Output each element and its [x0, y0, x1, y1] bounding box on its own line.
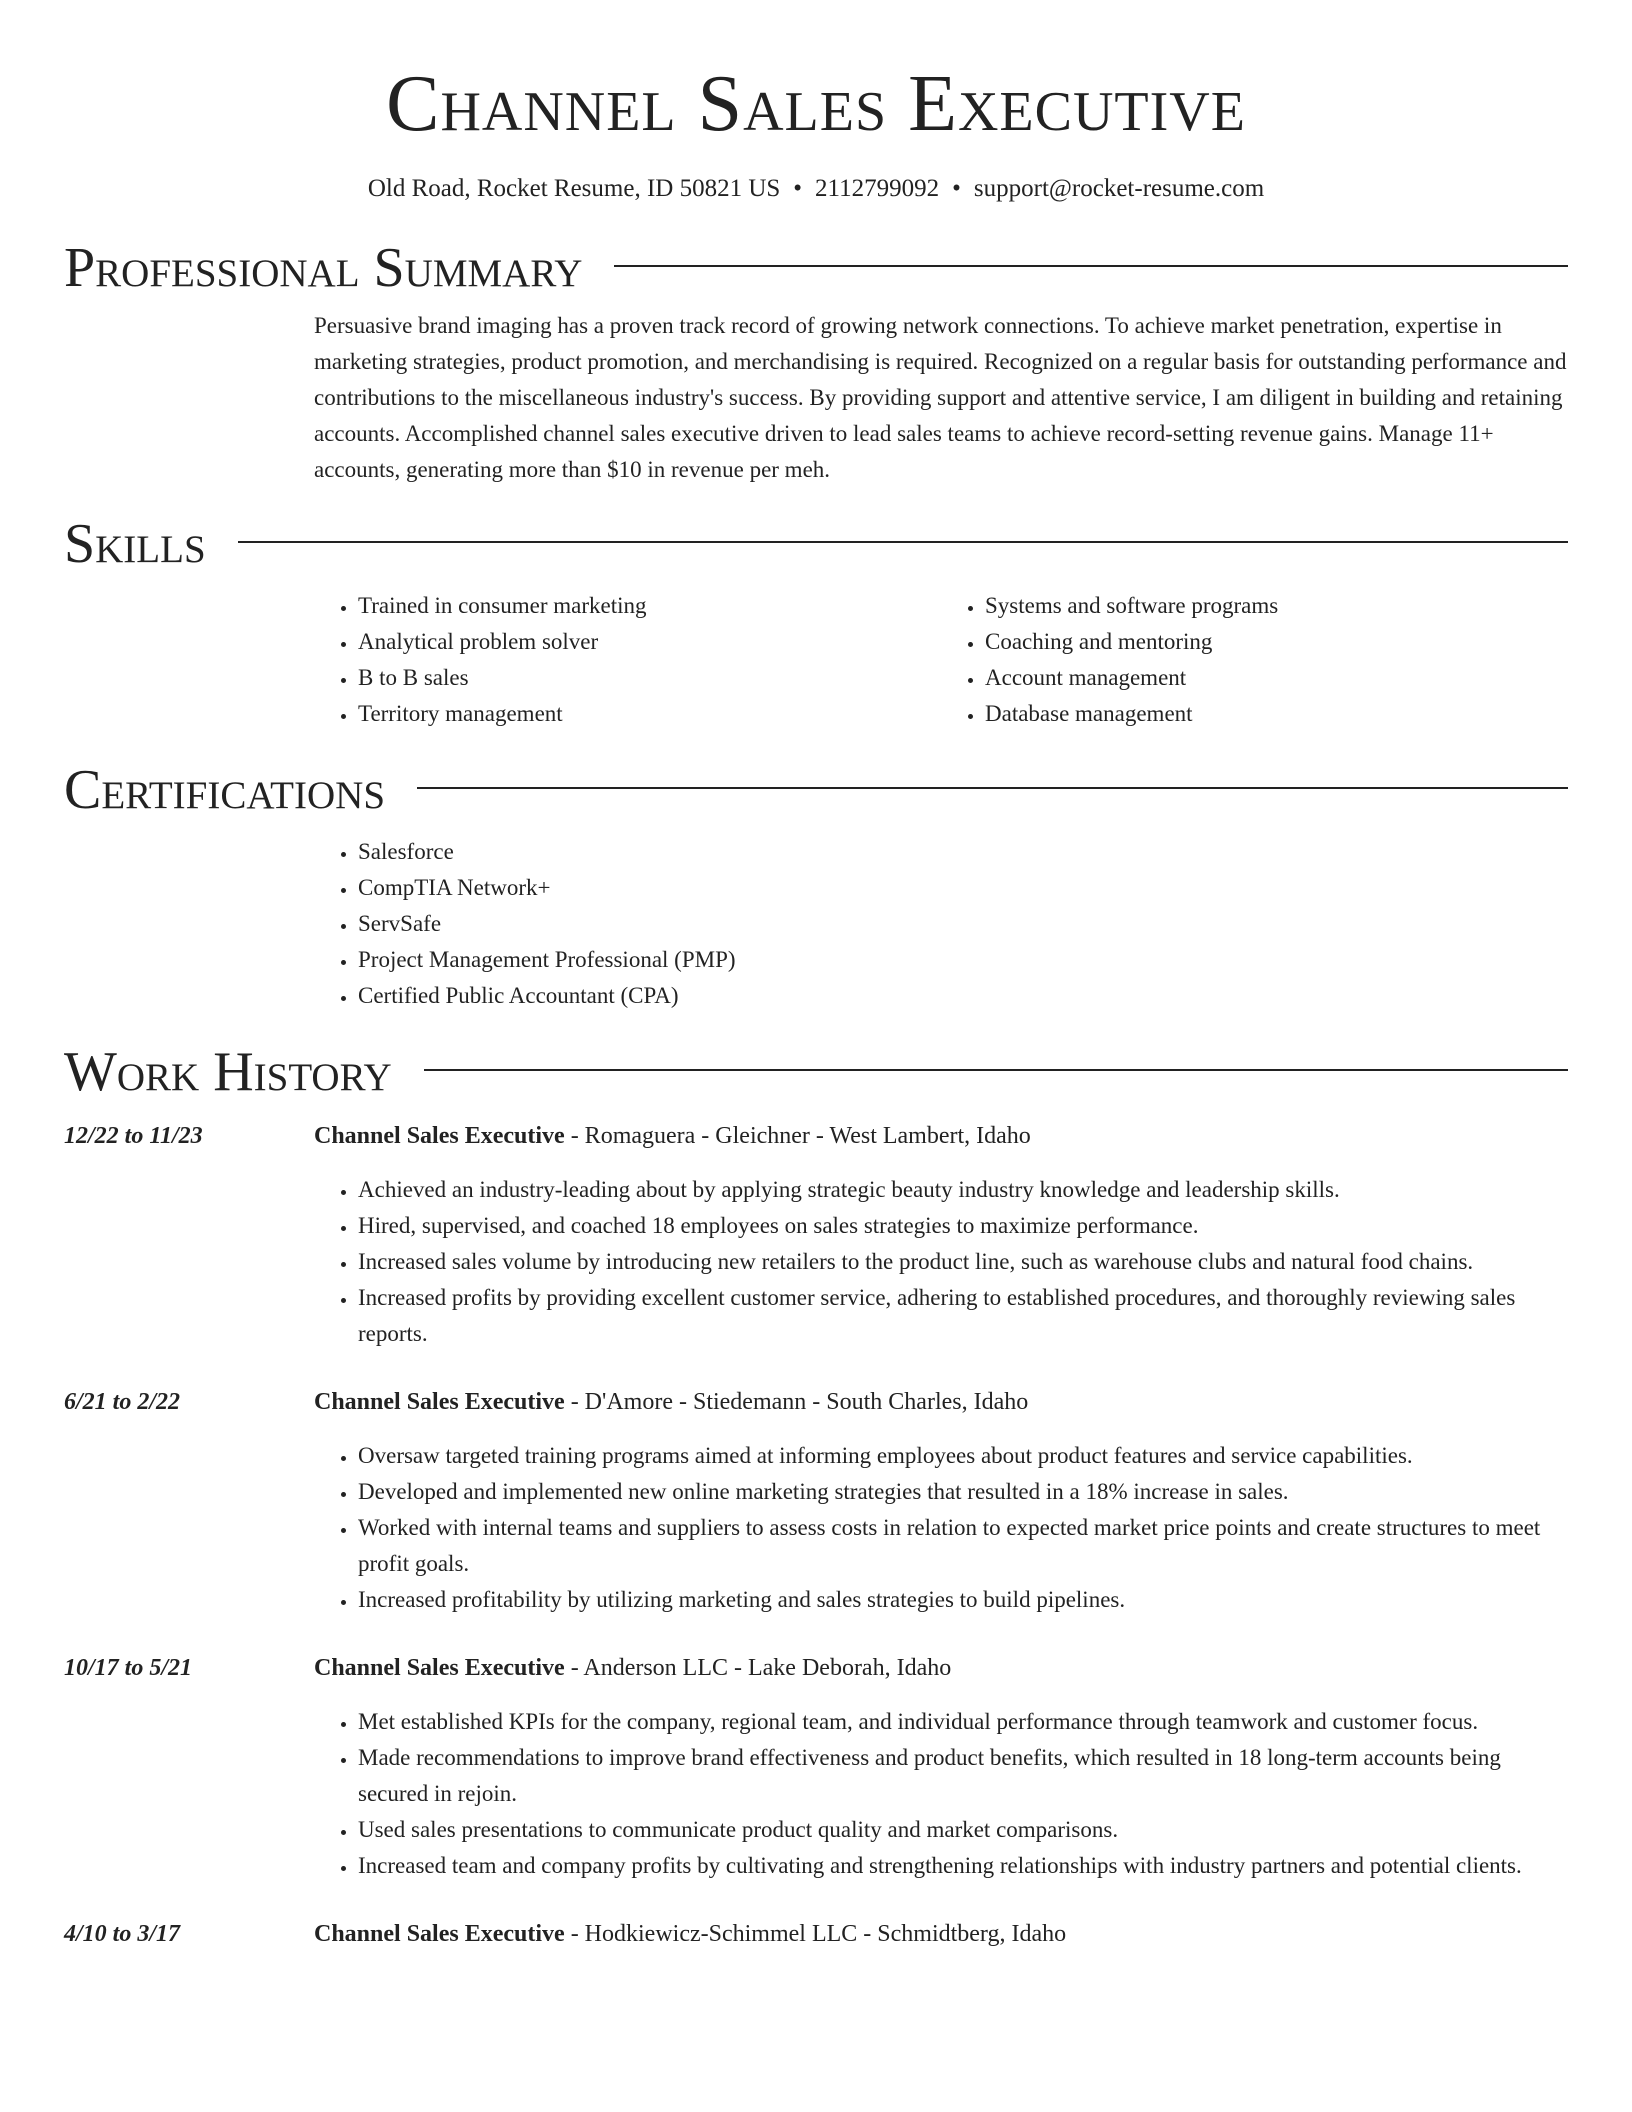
certifications-section — [314, 834, 1568, 1014]
contact-email[interactable]: support@rocket-resume.com — [973, 175, 1265, 202]
job-role — [314, 1384, 1568, 1420]
contact-line — [64, 174, 1568, 204]
certification-item: • CompTIA Network+ — [358, 870, 1568, 906]
job-entry — [64, 1916, 1568, 1952]
section-divider — [417, 787, 1568, 789]
certification-item: • Salesforce — [358, 834, 1568, 870]
job-body — [314, 1916, 1568, 1952]
skill-item: • Account management — [985, 660, 1568, 696]
job-dates: 12/22 to 11/23 — [64, 1123, 203, 1149]
certification-item: • Project Management Professional (PMP) — [358, 942, 1568, 978]
contact-separator: • — [952, 175, 961, 202]
skill-item: • B to B sales — [358, 660, 941, 696]
job-title: Channel Sales Executive — [314, 1921, 565, 1947]
summary-text: Persuasive brand imaging has a proven track record of growing network connections. To achieve market penetration, expertise in marketing strategies, product promotion, and merchandising is required. Recognized on a regular basis for outstanding performance and contributions to the miscellaneous industry's success. By providing support and attentive service, I am diligent in building and retaining accounts. Accomplished channel sales executive driven to lead sales teams to achieve record-setting revenue gains. Manage 11+ accounts, generating more than $10 in revenue per meh. — [314, 313, 1567, 482]
job-bullet: • Made recommendations to improve brand effectiveness and product benefits, which resulted in 18 long-term accounts being secured in rejoin. — [358, 1740, 1568, 1812]
work-history-heading — [64, 1042, 1568, 1102]
job-company: - Romaguera - Gleichner - West Lambert, Idaho — [564, 1123, 1031, 1149]
skill-item: • Systems and software programs — [985, 588, 1568, 624]
job-entry — [64, 1384, 1568, 1618]
job-bullet: • Used sales presentations to communicate product quality and market comparisons. — [358, 1812, 1568, 1848]
job-title: Channel Sales Executive — [314, 1655, 565, 1681]
section-divider — [238, 541, 1568, 543]
section-divider — [424, 1069, 1568, 1071]
job-entry — [64, 1118, 1568, 1352]
job-dates: 10/17 to 5/21 — [64, 1655, 193, 1681]
job-bullet: • Worked with internal teams and suppliers to assess costs in relation to expected market price points and create structures to meet profit goals. — [358, 1510, 1568, 1582]
job-title: Channel Sales Executive — [314, 1389, 565, 1415]
contact-separator: • — [793, 175, 803, 202]
contact-phone: 2112799092 — [815, 175, 940, 202]
job-bullet: • Achieved an industry-leading about by applying strategic beauty industry knowledge and leadership skills. — [358, 1172, 1568, 1208]
job-title: Channel Sales Executive — [314, 1123, 565, 1149]
certifications-heading-title: Certifications — [64, 759, 386, 821]
job-body — [314, 1118, 1568, 1352]
summary-section — [314, 308, 1568, 488]
job-bullet: • Increased sales volume by introducing new retailers to the product line, such as warehouse clubs and natural food chains. — [358, 1244, 1568, 1280]
job-dates: 6/21 to 2/22 — [64, 1389, 181, 1415]
skills-list-right — [941, 588, 1568, 732]
skill-item: • Trained in consumer marketing — [358, 588, 941, 624]
job-dates: 4/10 to 3/17 — [64, 1921, 181, 1947]
job-entry — [64, 1650, 1568, 1884]
skills-heading-title: Skills — [64, 513, 206, 575]
certifications-list — [314, 834, 1568, 1014]
certification-item: • Certified Public Accountant (CPA) — [358, 978, 1568, 1014]
candidate-name: Channel Sales Executive — [386, 60, 1246, 148]
job-company: - D'Amore - Stiedemann - South Charles, Idaho — [564, 1389, 1029, 1415]
skill-item: • Analytical problem solver — [358, 624, 941, 660]
job-bullet: • Oversaw targeted training programs aimed at informing employees about product features and service capabilities. — [358, 1438, 1568, 1474]
job-bullet: • Increased team and company profits by cultivating and strengthening relationships with industry partners and potential clients. — [358, 1848, 1568, 1884]
resume-page — [64, 0, 1568, 1952]
summary-heading-title: Professional Summary — [64, 237, 583, 299]
skill-item: • Territory management — [358, 696, 941, 732]
job-bullet: • Developed and implemented new online marketing strategies that resulted in a 18% increase in sales. — [358, 1474, 1568, 1510]
skill-item: • Coaching and mentoring — [985, 624, 1568, 660]
work-history-heading-title: Work History — [64, 1041, 392, 1103]
skills-heading — [64, 514, 1568, 574]
skills-section — [314, 588, 1568, 732]
job-bullets — [314, 1438, 1568, 1618]
summary-heading — [64, 238, 1568, 298]
section-divider — [614, 265, 1568, 267]
job-body — [314, 1650, 1568, 1884]
certification-item: • ServSafe — [358, 906, 1568, 942]
job-role — [314, 1118, 1568, 1154]
job-bullet: • Increased profitability by utilizing marketing and sales strategies to build pipelines. — [358, 1582, 1568, 1618]
job-bullet: • Increased profits by providing excellent customer service, adhering to established procedures, and thoroughly reviewing sales reports. — [358, 1280, 1568, 1352]
contact-address: Old Road, Rocket Resume, ID 50821 US — [367, 175, 781, 202]
job-body — [314, 1384, 1568, 1618]
job-role — [314, 1650, 1568, 1686]
skill-item: • Database management — [985, 696, 1568, 732]
job-company: - Anderson LLC - Lake Deborah, Idaho — [564, 1655, 952, 1681]
job-company: - Hodkiewicz-Schimmel LLC - Schmidtberg, Idaho — [564, 1921, 1067, 1947]
job-bullets — [314, 1704, 1568, 1884]
job-bullet: • Hired, supervised, and coached 18 employees on sales strategies to maximize performance. — [358, 1208, 1568, 1244]
job-role — [314, 1916, 1568, 1952]
certifications-heading — [64, 760, 1568, 820]
job-bullets — [314, 1172, 1568, 1352]
job-bullet: • Met established KPIs for the company, regional team, and individual performance through teamwork and customer focus. — [358, 1704, 1568, 1740]
skills-list-left — [314, 588, 941, 732]
